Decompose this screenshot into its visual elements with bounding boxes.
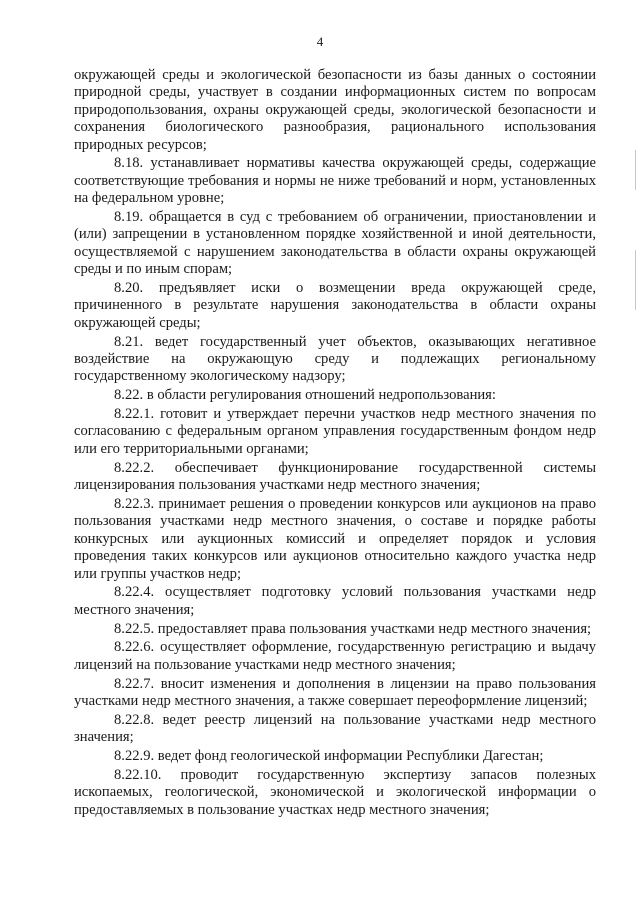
paragraph-continuation: окружающей среды и экологической безопасности из базы данных о состоянии природной среды, участвует в создании информационных систем по вопросам природопользования, охраны окружающей среды, экологической безопасности и сохранения биологического разнообразия, рационального использования природных ресурсов; (74, 67, 596, 153)
page-number: 4 (316, 34, 324, 49)
paragraph-8-22-9: 8.22.9. ведет фонд геологической информации Республики Дагестан; (114, 747, 544, 764)
paragraph-8-22-2: 8.22.2. обеспечивает функционирование государственной системы лицензирования пользования участками недр местного значения; (74, 459, 596, 494)
scan-margin-mark (635, 250, 636, 310)
paragraph-8-22-6: 8.22.6. осуществляет оформление, государственную регистрацию и выдачу лицензий на пользование участками недр местного значения; (74, 639, 596, 673)
paragraph-8-22: 8.22. в области регулирования отношений недропользования: (114, 387, 496, 404)
paragraph-8-22-10: 8.22.10. проводит государственную экспертизу запасов полезных ископаемых, геологической, экономической и экологической информации о предоставляемых в пользование участках недр местного значения; (74, 766, 596, 818)
paragraph-8-22-8: 8.22.8. ведет реестр лицензий на пользование участками недр местного значения; (74, 711, 596, 746)
document-body (74, 67, 596, 820)
paragraph-8-22-7: 8.22.7. вносит изменения и дополнения в лицензии на право пользования участками недр местного значения, а также совершает переоформление лицензий; (74, 675, 596, 709)
paragraph-8-22-4: 8.22.4. осуществляет подготовку условий пользования участками недр местного значения; (74, 584, 596, 618)
paragraph-8-22-5: 8.22.5. предоставляет права пользования участками недр местного значения; (114, 620, 592, 637)
paragraph-8-21: 8.21. ведет государственный учет объектов, оказывающих негативное воздействие на окружающую среду и подлежащих региональному государственному экологическому надзору; (74, 333, 596, 385)
paragraph-8-22-3: 8.22.3. принимает решения о проведении конкурсов или аукционов на право пользования участками недр местного значения, о составе и порядке работы конкурсных или аукционных комиссий и определяет порядок и условия проведения таких конкурсов или аукционов относительно каждого участка недр или группы участков недр; (74, 495, 596, 582)
paragraph-8-18: 8.18. устанавливает нормативы качества окружающей среды, содержащие соответствующие требования и нормы не ниже требований и норм, установленных на федеральном уровне; (74, 155, 596, 207)
paragraph-8-19: 8.19. обращается в суд с требованием об ограничении, приостановлении и (или) запрещении в установленном порядке хозяйственной и иной деятельности, осуществляемой с нарушением законодательства в области охраны окружающей среды и по иным спорам; (74, 209, 596, 278)
scan-margin-mark (635, 150, 636, 190)
paragraph-8-20: 8.20. предъявляет иски о возмещении вреда окружающей среде, причиненного в результате нарушения законодательства в области охраны окружающей среды; (74, 280, 596, 331)
paragraph-8-22-1: 8.22.1. готовит и утверждает перечни участков недр местного значения по согласованию с федеральным органом управления государственным фондом недр или его территориальными органами; (74, 406, 596, 457)
